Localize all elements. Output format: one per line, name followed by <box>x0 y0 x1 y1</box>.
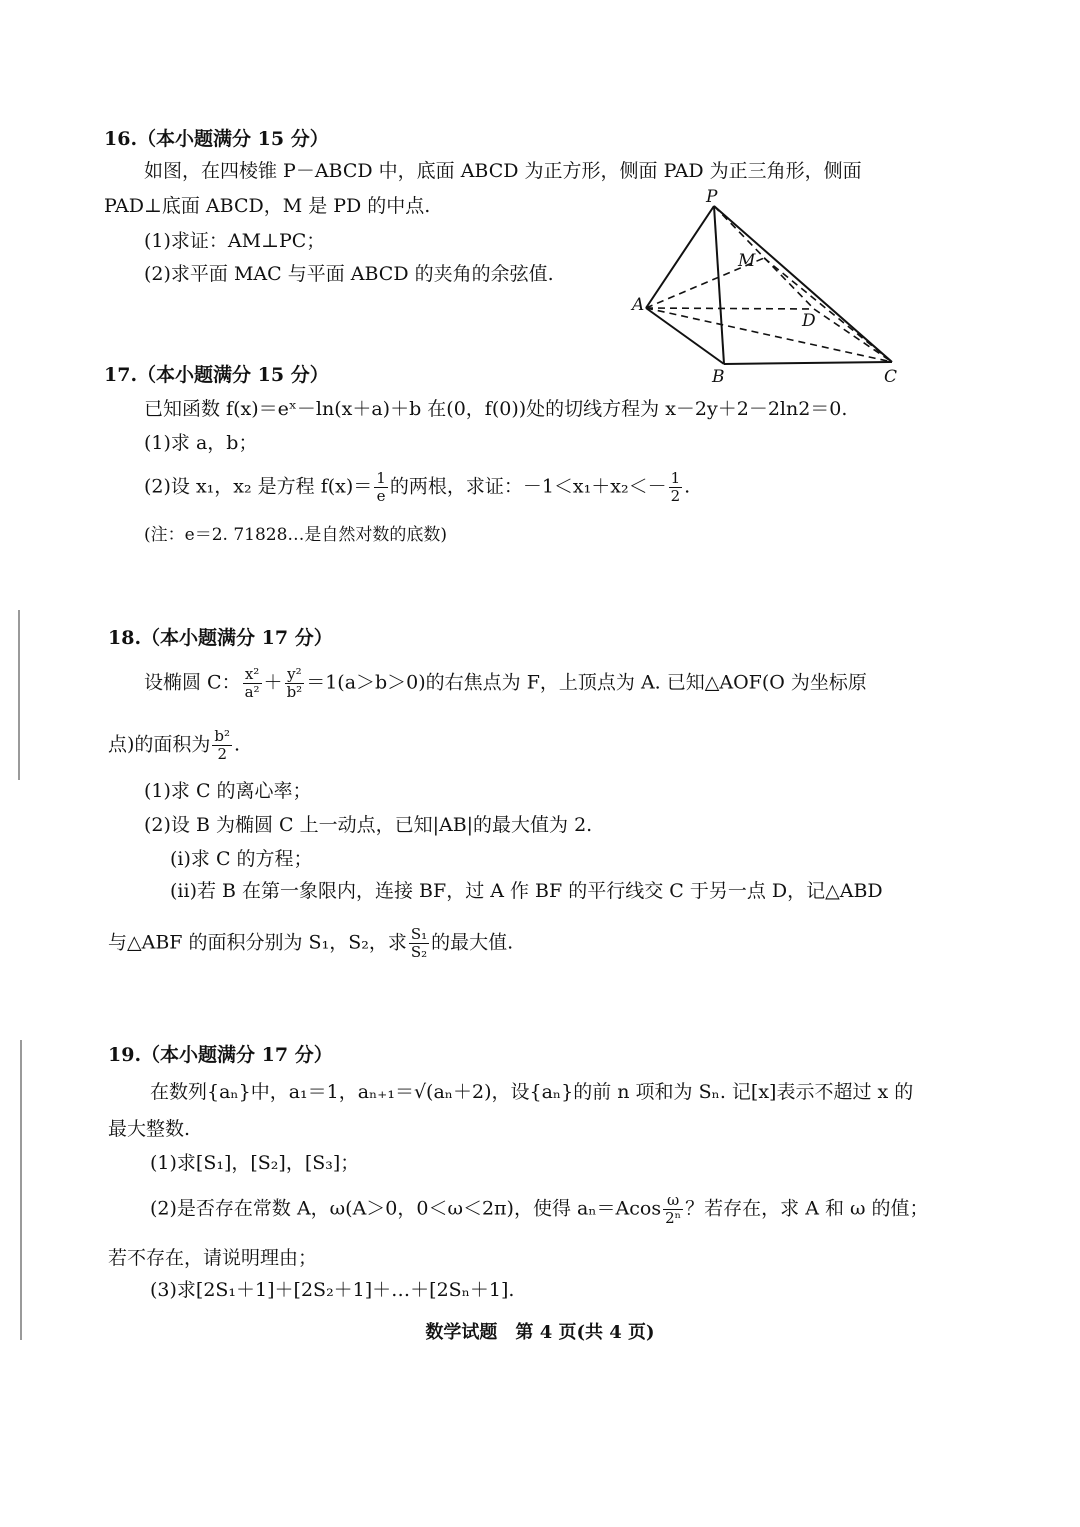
fraction-numerator: S₁ <box>410 925 428 943</box>
q18-part2-i: (i)求 C 的方程； <box>170 848 313 870</box>
pyramid-figure <box>628 188 908 388</box>
q17-part2 <box>144 470 690 505</box>
q19-part2-text-b: ？若存在，求 A 和 ω 的值； <box>685 1197 929 1220</box>
q16-part2: (2)求平面 MAC 与平面 ABCD 的夹角的余弦值. <box>144 263 554 285</box>
fraction-s1-over-s2 <box>409 926 429 961</box>
scan-edge-line <box>20 1040 22 1340</box>
q18-part2-ii: (ii)若 B 在第一象限内，连接 BF，过 A 作 BF 的平行线交 C 于另一点 D，记△ABD <box>170 880 883 902</box>
q17-part2-text-c: . <box>684 475 691 498</box>
q18-heading: 18.（本小题满分 17 分） <box>108 627 333 649</box>
q19-stem-line1: 在数列{aₙ}中，a₁＝1，aₙ₊₁＝√(aₙ＋2)，设{aₙ}的前 n 项和为 Sₙ. 记[x]表示不超过 x 的 <box>150 1081 914 1103</box>
q18-last-text-a: 与△ABF 的面积分别为 S₁，S₂，求 <box>108 931 407 954</box>
q19-heading: 19.（本小题满分 17 分） <box>108 1044 333 1066</box>
q18-part1: (1)求 C 的离心率； <box>144 780 312 802</box>
q19-stem-line2: 最大整数. <box>108 1118 191 1140</box>
q16-part1: (1)求证：AM⊥PC； <box>144 230 326 252</box>
q17-part2-text-a: (2)设 x₁，x₂ 是方程 f(x)＝ <box>144 475 373 498</box>
fraction-denominator: 2ⁿ <box>665 1209 682 1227</box>
fraction-one-half <box>669 470 683 505</box>
fraction-numerator: b² <box>214 727 231 745</box>
q17-note: (注：e＝2. 71828…是自然对数的底数) <box>144 525 448 545</box>
fraction-denominator: 2 <box>217 745 227 763</box>
q17-stem: 已知函数 f(x)＝eˣ－ln(x＋a)＋b 在(0，f(0))处的切线方程为 x－2y＋2－2ln2＝0. <box>144 398 848 420</box>
fraction-omega-over-2-power-n <box>663 1192 683 1227</box>
q18-part2: (2)设 B 为椭圆 C 上一动点，已知|AB|的最大值为 2. <box>144 814 593 836</box>
fraction-numerator: 1 <box>376 469 386 487</box>
q18-area-text-b: . <box>234 733 241 756</box>
q16-stem-line2: PAD⊥底面 ABCD，M 是 PD 的中点. <box>104 195 431 217</box>
q19-part3: (3)求[2S₁＋1]＋[2S₂＋1]＋…＋[2Sₙ＋1]. <box>150 1279 515 1301</box>
fraction-one-over-e <box>374 470 388 505</box>
q16-stem-line1: 如图，在四棱锥 P－ABCD 中，底面 ABCD 为正方形，侧面 PAD 为正三角形，侧面 <box>144 160 862 182</box>
vertex-label-m: M <box>738 251 756 271</box>
q17-part1: (1)求 a，b； <box>144 432 258 454</box>
q19-part1: (1)求[S₁]，[S₂]，[S₃]； <box>150 1152 360 1174</box>
page-footer: 数学试题 第 4 页(共 4 页) <box>425 1322 655 1343</box>
fraction-denominator: S₂ <box>410 943 428 961</box>
q18-area-text-a: 点)的面积为 <box>108 733 211 756</box>
q19-stem-line3: 若不存在，请说明理由； <box>108 1247 318 1269</box>
q18-stem-text-b: ＝1(a＞b＞0)的右焦点为 F，上顶点为 A. 已知△AOF(O 为坐标原 <box>306 671 867 694</box>
fraction-b-squared-over-2 <box>212 728 232 763</box>
q16-heading: 16.（本小题满分 15 分） <box>104 128 329 150</box>
fraction-denominator: a² <box>244 683 260 701</box>
vertex-label-c: C <box>884 367 898 387</box>
scan-edge-line <box>18 610 20 780</box>
vertex-label-b: B <box>712 367 725 387</box>
fraction-numerator: y² <box>285 666 305 684</box>
q19-part2-text-a: (2)是否存在常数 A，ω(A＞0，0＜ω＜2π)，使得 aₙ＝Acos <box>150 1197 662 1220</box>
fraction-numerator: x² <box>243 666 262 684</box>
q18-last-text-b: 的最大值. <box>431 931 514 954</box>
fraction-x-squared-over-a-squared <box>243 666 262 701</box>
plus-sign: ＋ <box>263 671 283 694</box>
fraction-denominator: b² <box>286 683 303 701</box>
q18-stem-line1 <box>144 666 867 701</box>
q18-stem-text-a: 设椭圆 C： <box>144 671 241 694</box>
fraction-denominator: 2 <box>670 487 681 505</box>
fraction-numerator: ω <box>663 1192 683 1210</box>
fraction-numerator: 1 <box>670 469 681 487</box>
fraction-y-squared-over-b-squared <box>285 666 305 701</box>
q19-part2 <box>150 1192 929 1227</box>
q18-stem-line2 <box>108 728 240 763</box>
vertex-label-d: D <box>802 311 816 331</box>
q17-part2-text-b: 的两根，求证：－1＜x₁＋x₂＜－ <box>389 475 667 498</box>
vertex-label-a: A <box>632 295 645 315</box>
vertex-label-p: P <box>706 188 718 207</box>
fraction-denominator: e <box>376 487 386 505</box>
q17-heading: 17.（本小题满分 15 分） <box>104 364 329 386</box>
q18-last-line <box>108 926 513 961</box>
